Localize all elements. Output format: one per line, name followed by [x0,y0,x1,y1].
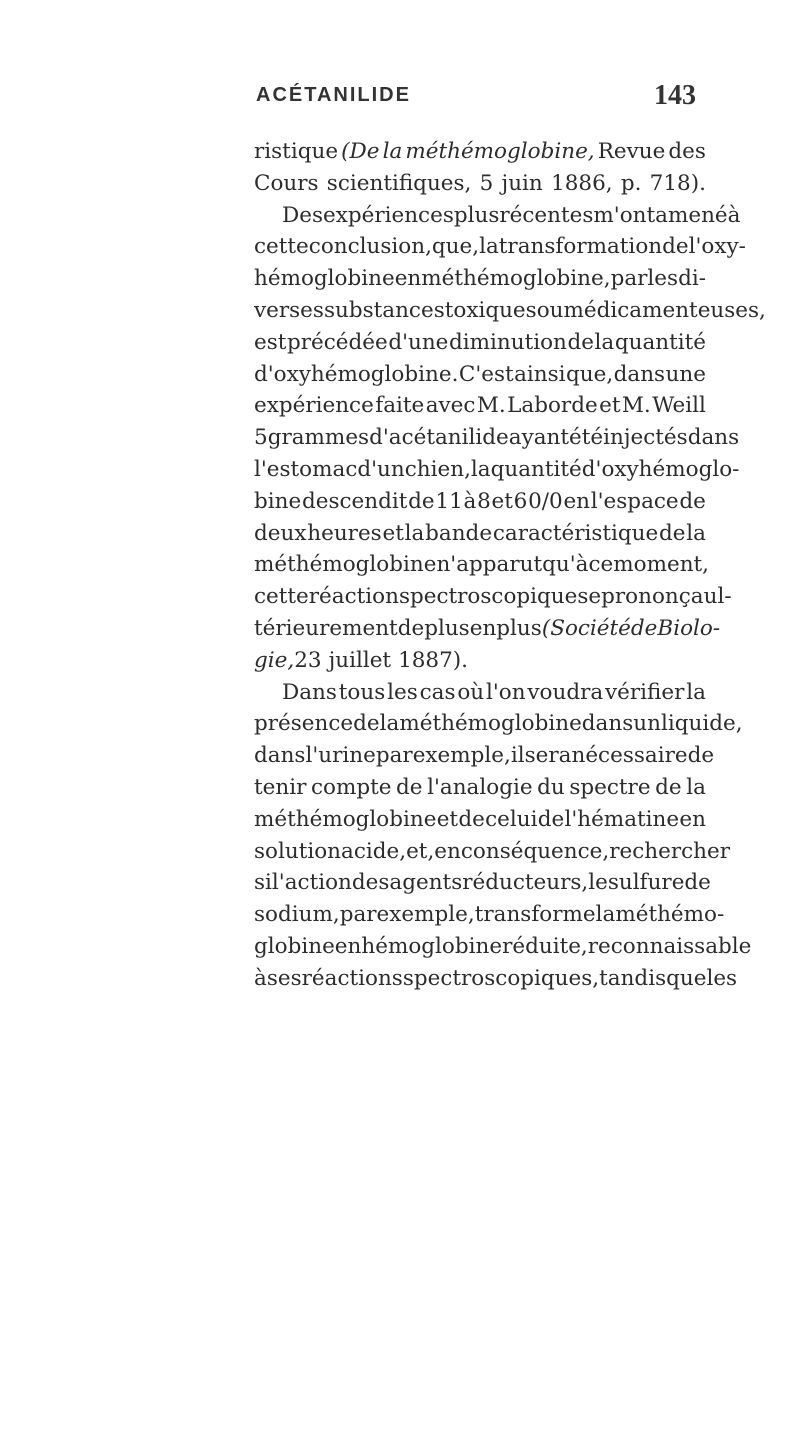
word: réaction [308,584,399,610]
word: reconnaissable [587,933,752,959]
word: bande [425,520,493,546]
word: faite [375,393,425,419]
word: de [396,774,423,800]
text-line [254,359,706,391]
word: de [679,488,706,514]
word: que, [431,234,480,260]
word: la [686,520,706,546]
word: et [382,520,404,546]
word: le [588,870,608,896]
word: plus [496,615,542,641]
word: di- [678,266,706,292]
word: sulfure [607,870,685,896]
word: médicamenteuses, [563,297,766,323]
word: l'action [271,870,352,896]
word: spectroscopiques, [402,965,600,991]
running-title: ACÉTANILIDE [256,84,411,106]
word: de [630,615,658,641]
word: cette [254,584,309,610]
word: les [706,965,738,991]
word: expérience [254,393,374,419]
word: quantité [490,456,582,482]
word: l'oxy- [688,234,746,260]
word: ayant [508,425,570,451]
word: juillet [328,647,392,673]
word: de [659,520,686,546]
word: en [469,615,497,641]
word: de [567,329,594,355]
word: la [686,774,706,800]
word: l'urine [305,743,376,769]
word: en [334,933,362,959]
text-line [254,263,706,295]
word: en [563,488,591,514]
word: conclusion, [308,234,432,260]
word: spectre [569,774,651,800]
word: la [686,679,706,705]
word: est [254,329,287,355]
word: ou [536,297,564,323]
text-line [254,645,706,677]
text-line [254,963,738,995]
word: par [339,902,377,928]
word: grammes [267,425,370,451]
word: verses [254,297,324,323]
word: ainsi [514,361,566,387]
word: par [610,266,648,292]
word: réducteurs, [462,870,589,896]
word: descendit [301,488,408,514]
word: de [684,870,711,896]
word: dans [613,361,666,387]
word: Dans [282,679,337,705]
word: d'un [357,456,405,482]
text-line [254,295,766,327]
word: tenir [254,774,307,800]
word: où [457,679,485,705]
word: Laborde [507,393,598,419]
word: de [408,488,435,514]
word: vérifier [605,679,685,705]
word: solution [254,838,342,864]
word: 1887). [398,647,469,673]
word: avec [425,393,476,419]
text-line [254,931,752,963]
word: compte [310,774,392,800]
word: 1886, [551,170,613,196]
word: 11 [435,488,463,514]
word: celui [485,806,538,832]
word: acide, [341,838,407,864]
word: présence [254,711,354,737]
word: Revue [597,139,666,164]
word: la [404,520,425,546]
word: méthémoglobine [399,711,582,737]
word: n'apparut [436,552,543,578]
word: méthémo- [615,902,725,928]
word: dans [581,711,634,737]
text-line [254,454,740,486]
text-line [254,200,741,232]
word: que, [566,361,614,387]
word: transforme [474,902,596,928]
word: de [655,774,682,800]
word: expériences [323,202,454,228]
word: ce [588,552,614,578]
word: la [379,711,400,737]
text-line [254,231,746,263]
word: diminution [448,329,567,355]
word: 23 [294,647,322,673]
word: à [463,488,477,514]
word: liquide, [660,711,743,737]
word: (De [341,139,380,164]
word: des [351,870,390,896]
text-line [254,549,710,581]
word: l'on [485,679,526,705]
word: chien, [404,456,471,482]
word: sodium, [254,902,340,928]
word: plus [424,615,470,641]
word: M. [476,393,506,419]
word: M. [621,393,651,419]
word: par [375,743,413,769]
word: hémoglobine [254,266,395,292]
body-text [254,136,766,995]
word: globine [254,933,335,959]
word: à [727,202,741,228]
word: de [397,615,425,641]
word: de [662,234,689,260]
word: il [510,743,525,769]
word: plus [453,202,500,228]
word: et, [406,838,435,864]
word: un [633,711,661,737]
word: (Société [541,615,631,641]
word: 718). [649,170,706,196]
word: nécessaire [571,743,688,769]
word: la [479,234,499,260]
word: une [665,361,706,387]
text-line [254,772,706,804]
word: à [254,965,267,991]
word: C'est [458,361,514,387]
word: p. [620,170,642,196]
text-line [254,136,706,168]
word: prononça [601,584,704,610]
word: de [353,711,380,737]
word: de [687,743,715,769]
word: agents [389,870,463,896]
word: rechercher [609,838,731,864]
text-line [254,486,706,518]
word: quantité [614,329,706,355]
word: 5 [479,170,494,196]
text-line [254,899,725,931]
word: moment, [613,552,710,578]
word: des [668,139,706,164]
word: Biolo- [657,615,721,641]
word: sera [524,743,572,769]
word: que [666,965,707,991]
word: la [594,329,615,355]
word: Weill [652,393,706,419]
word: dans [687,425,740,451]
word: la [595,902,616,928]
text-line [254,867,711,899]
word: et [436,806,459,832]
text-line [254,740,715,772]
word: tandis [599,965,667,991]
word: réduite, [502,933,588,959]
word: en [679,806,706,832]
word: les [387,679,418,705]
word: dans [254,743,306,769]
page-number: 143 [654,80,696,111]
word: ristique [254,139,339,164]
word: l'estomac [254,456,358,482]
text-line [254,804,706,836]
word: transformation [498,234,663,260]
word: heures [307,520,382,546]
word: 6 [513,488,528,514]
word: 8 [477,488,491,514]
word: Des [282,202,323,228]
word: d'oxyhémoglo- [581,456,740,482]
word: précédée [286,329,388,355]
text-line [254,581,732,613]
word: en [434,838,461,864]
word: hémoglobine [361,933,503,959]
word: et [491,488,513,514]
page-header [256,80,696,124]
word: l'hématine [564,806,680,832]
word: si [254,870,272,896]
word: tous [338,679,386,705]
word: méthémoglobine [254,552,437,578]
word: gie, [254,647,295,673]
word: toxiques [444,297,537,323]
word: d'une [388,329,449,355]
text-line [254,836,731,868]
word: scientifiques, [326,170,472,196]
word: d'oxyhémoglobine. [254,361,459,387]
word: 5 [254,425,268,451]
word: l'analogie [427,774,533,800]
word: cas [419,679,456,705]
word: exemple, [376,902,475,928]
word: méthémoglobine, [421,266,611,292]
word: conséquence, [460,838,610,864]
word: se [577,584,602,610]
word: Cours [254,170,319,196]
word: récentes [499,202,594,228]
word: les [647,266,679,292]
word: la [470,456,491,482]
word: térieurement [254,615,398,641]
word: exemple, [412,743,511,769]
word: voudra [527,679,604,705]
text-line [254,327,706,359]
word: réactions [301,965,403,991]
word: spectroscopique [398,584,578,610]
word: d'acétanilide [369,425,509,451]
word: qu'à [542,552,589,578]
word: substances [323,297,445,323]
word: de [537,806,565,832]
text-line [254,677,706,709]
word: amené [655,202,728,228]
word: cette [254,234,309,260]
word: été [569,425,604,451]
word: m'ont [593,202,656,228]
text-line [254,422,740,454]
word: de [458,806,485,832]
word: et [599,393,621,419]
text-line [254,613,721,645]
word: méthémoglobine [254,806,437,832]
word: caractéristique [492,520,659,546]
word: du [537,774,565,800]
word: l'espace [590,488,679,514]
word: méthémoglobine, [405,139,595,164]
text-line [254,390,706,422]
word: ul- [703,584,732,610]
word: ses [266,965,302,991]
word: 0/0 [528,488,563,514]
text-line [254,708,743,740]
word: en [394,266,422,292]
text-line [254,518,706,550]
word: deux [254,520,307,546]
word: juin [501,170,543,196]
word: injectés [603,425,688,451]
word: bine [254,488,302,514]
text-line [254,168,706,200]
word: la [382,139,403,164]
